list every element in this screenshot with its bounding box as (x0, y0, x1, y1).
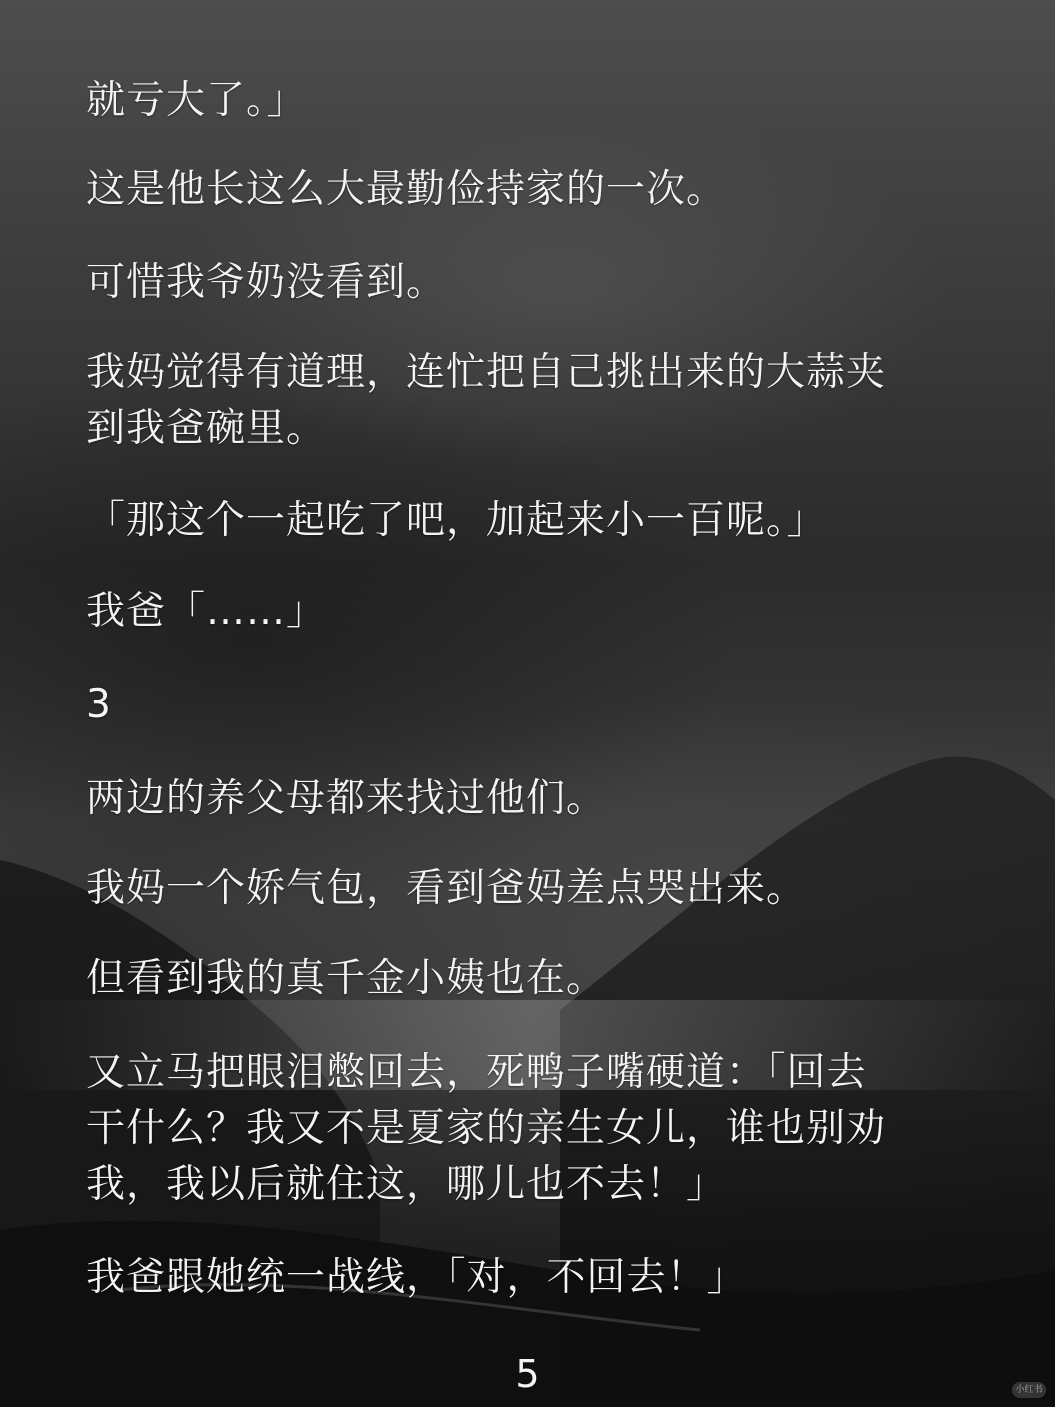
paragraph: 我爸「……」 (86, 589, 327, 634)
paragraph: 两边的养父母都来找过他们。 (86, 776, 607, 821)
page-number: 5 (515, 1352, 540, 1396)
paragraph: 但看到我的真千金小姨也在。 (86, 956, 607, 1001)
paragraph: 我妈一个娇气包，看到爸妈差点哭出来。 (86, 866, 807, 911)
watermark-logo: 小红书 (1012, 1382, 1046, 1398)
paragraph: 又立马把眼泪憋回去，死鸭子嘴硬道：「回去 干什么？我又不是夏家的亲生女儿，谁也别劝 我，我以后就住这，哪儿也不去！」 (86, 1050, 887, 1207)
paragraph: 我妈觉得有道理，连忙把自己挑出来的大蒜夹 到我爸碗里。 (86, 350, 887, 451)
paragraph: 「那这个一起吃了吧，加起来小一百呢。」 (86, 498, 827, 543)
paragraph: 这是他长这么大最勤俭持家的一次。 (86, 167, 727, 212)
paragraph: 我爸跟她统一战线，「对，不回去！」 (86, 1255, 747, 1300)
paragraph: 可惜我爷奶没看到。 (86, 260, 447, 305)
section-number: 3 (86, 682, 112, 727)
paragraph: 就亏大了。」 (86, 78, 307, 123)
